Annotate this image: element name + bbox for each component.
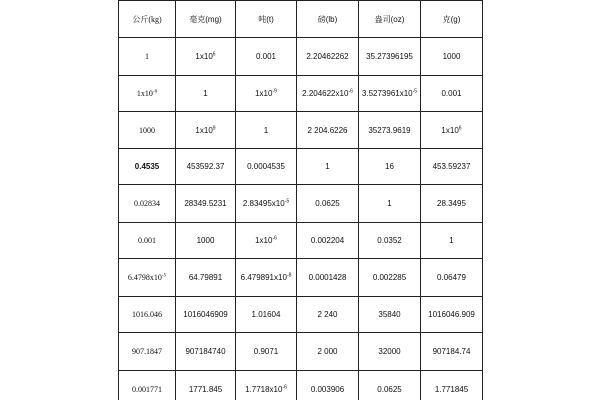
cell-mg: 907184740 [176, 333, 236, 371]
table-row [119, 76, 483, 112]
cell-kg: 0.02834 [119, 185, 176, 223]
cell-mg: $1x10^6$ [176, 38, 236, 76]
cell-mg: 1771.845 [176, 371, 236, 400]
mass-unit-conversion-table [118, 0, 483, 400]
table-row [119, 297, 483, 333]
cell-g: 0.001 [421, 76, 483, 112]
cell-t: $1x10^{-6}$ [236, 223, 297, 259]
cell-kg: 0.001 [119, 223, 176, 259]
table-row [119, 112, 483, 149]
cell-kg: 1 [119, 38, 176, 76]
cell-g: 28.3495 [421, 185, 483, 223]
cell-oz: $3.5273961x10^{-5}$ [359, 76, 421, 112]
cell-oz: 32000 [359, 333, 421, 371]
table-row [119, 149, 483, 185]
header-kg: 公斤(kg) [119, 1, 176, 38]
cell-lb: 1 [297, 149, 359, 185]
header-g: 克(g) [421, 1, 483, 38]
cell-kg: 907.1847 [119, 333, 176, 371]
cell-kg: 1000 [119, 112, 176, 149]
cell-lb: 2 204.6226 [297, 112, 359, 149]
cell-t: $1x10^{-9}$ [236, 76, 297, 112]
cell-t: 0.0004535 [236, 149, 297, 185]
table-row [119, 185, 483, 223]
table-row [119, 38, 483, 76]
cell-lb: 0.002204 [297, 223, 359, 259]
cell-kg: 1016.046 [119, 297, 176, 333]
cell-kg: $6.4798x10^{-5}$ [119, 259, 176, 297]
cell-g: 907184.74 [421, 333, 483, 371]
cell-kg: 0.001771 [119, 371, 176, 400]
table-row [119, 223, 483, 259]
table-header-row [119, 1, 483, 38]
cell-lb: 0.003906 [297, 371, 359, 400]
cell-oz: 35.27396195 [359, 38, 421, 76]
cell-g: 1000 [421, 38, 483, 76]
cell-t: 0.001 [236, 38, 297, 76]
cell-oz: 16 [359, 149, 421, 185]
cell-lb: 2 240 [297, 297, 359, 333]
cell-mg: 1 [176, 76, 236, 112]
header-mg: 毫克(mg) [176, 1, 236, 38]
cell-g: 0.06479 [421, 259, 483, 297]
cell-lb: 2.20462262 [297, 38, 359, 76]
cell-t: $1.7718x10^{-6}$ [236, 371, 297, 400]
table-row [119, 333, 483, 371]
header-oz: 盎司(oz) [359, 1, 421, 38]
cell-kg: 0.4535 [119, 149, 176, 185]
cell-oz: 0.0352 [359, 223, 421, 259]
cell-mg: 1016046909 [176, 297, 236, 333]
table-row [119, 371, 483, 400]
cell-lb: 0.0001428 [297, 259, 359, 297]
cell-lb: $2.204622x10^{-6}$ [297, 76, 359, 112]
cell-mg: 28349.5231 [176, 185, 236, 223]
cell-oz: 0.0625 [359, 371, 421, 400]
cell-oz: 1 [359, 185, 421, 223]
cell-t: 1.01604 [236, 297, 297, 333]
cell-t: $6.479891x10^{-8}$ [236, 259, 297, 297]
cell-mg: 64.79891 [176, 259, 236, 297]
cell-t: 0.9071 [236, 333, 297, 371]
table-row [119, 259, 483, 297]
cell-lb: 2 000 [297, 333, 359, 371]
cell-g: 1016046.909 [421, 297, 483, 333]
cell-g: 1 [421, 223, 483, 259]
cell-oz: 35273.9619 [359, 112, 421, 149]
cell-mg: 1000 [176, 223, 236, 259]
cell-lb: 0.0625 [297, 185, 359, 223]
header-t: 吨(t) [236, 1, 297, 38]
cell-oz: 35840 [359, 297, 421, 333]
header-lb: 磅(lb) [297, 1, 359, 38]
cell-g: $1x10^6$ [421, 112, 483, 149]
cell-g: 1.771845 [421, 371, 483, 400]
cell-mg: $1x10^9$ [176, 112, 236, 149]
cell-t: $2.83495x10^{-5}$ [236, 185, 297, 223]
cell-kg: $1x10^{-6}$ [119, 76, 176, 112]
cell-t: 1 [236, 112, 297, 149]
cell-oz: 0.002285 [359, 259, 421, 297]
cell-mg: 453592.37 [176, 149, 236, 185]
cell-g: 453.59237 [421, 149, 483, 185]
